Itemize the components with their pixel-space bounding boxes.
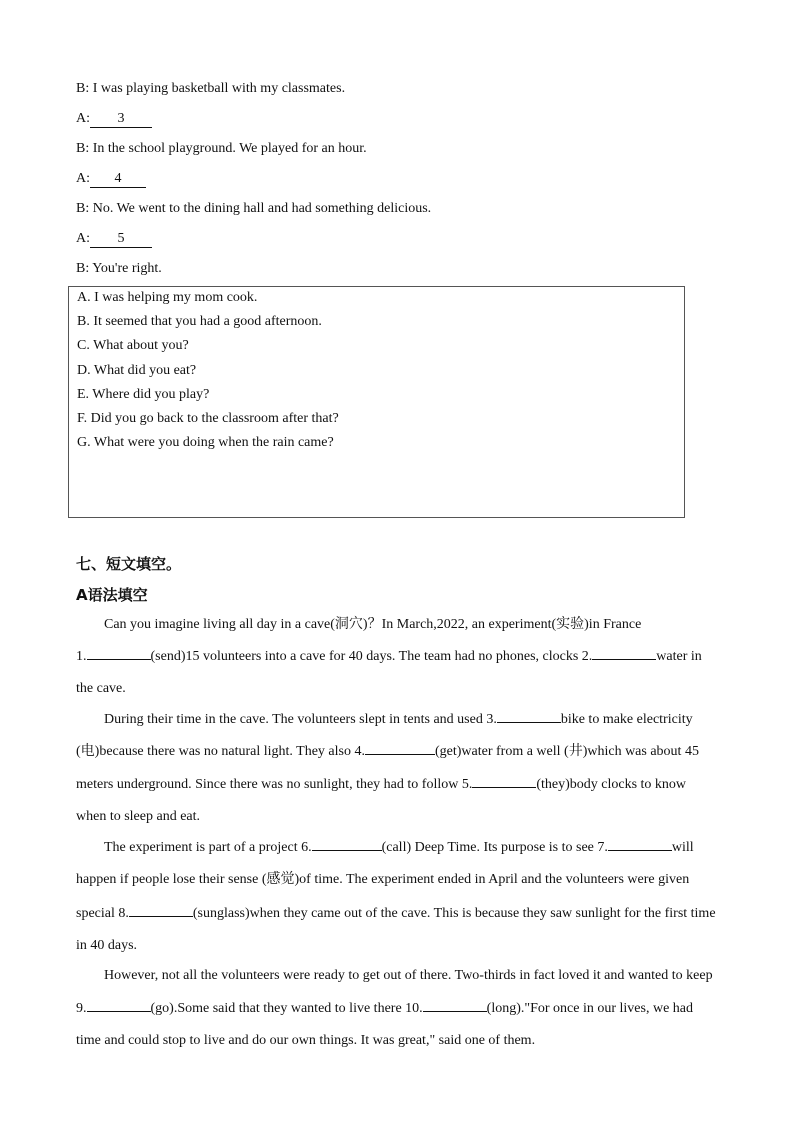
- options-box: [68, 286, 685, 518]
- speaker-label: A:: [76, 111, 90, 126]
- answer-blank-5[interactable]: 5: [90, 231, 152, 248]
- option-b: B. It seemed that you had a good afternoon.: [77, 314, 322, 329]
- passage-line: The experiment is part of a project 6. (call) Deep Time. Its purpose is to see 7. will: [104, 840, 694, 855]
- section-title: 七、短文填空。: [76, 555, 182, 573]
- passage-line: the cave.: [76, 681, 126, 696]
- speaker-label: A:: [76, 231, 90, 246]
- passage-line: During their time in the cave. The volunteers slept in tents and used 3. bike to make electricity: [104, 712, 693, 727]
- dialogue-line-a3: [76, 110, 152, 128]
- passage-line: time and could stop to live and do our own things. It was great," said one of them.: [76, 1033, 536, 1048]
- fill-blank-3[interactable]: [497, 710, 561, 723]
- dialogue-line-a5: [76, 230, 152, 248]
- option-d: D. What did you eat?: [77, 363, 197, 378]
- fill-blank-5[interactable]: [472, 775, 536, 788]
- option-g: G. What were you doing when the rain came?: [77, 435, 334, 450]
- dialogue-line-b2: [76, 140, 367, 158]
- fill-blank-8[interactable]: [129, 904, 193, 917]
- fill-blank-4[interactable]: [365, 742, 435, 755]
- fill-blank-7[interactable]: [608, 838, 672, 851]
- passage-line: (电)because there was no natural light. They also 4. (get)water from a well (井)which was about 45: [76, 744, 699, 759]
- passage-line: when to sleep and eat.: [76, 809, 201, 824]
- dialogue-line-b3: [76, 200, 431, 218]
- passage-line: 1. (send)15 volunteers into a cave for 40 days. The team had no phones, clocks 2. water in: [76, 649, 702, 664]
- speaker-label: B:: [76, 81, 90, 96]
- fill-blank-2[interactable]: [592, 647, 656, 660]
- option-f: F. Did you go back to the classroom after that?: [77, 411, 339, 426]
- option-e: E. Where did you play?: [77, 387, 210, 402]
- fill-blank-1[interactable]: [87, 647, 151, 660]
- passage-line: meters underground. Since there was no sunlight, they had to follow 5. (they)body clocks to know: [76, 777, 687, 792]
- speaker-label: B:: [76, 201, 90, 216]
- dialogue-line-b4: [76, 260, 162, 278]
- dialogue-line-a4: [76, 170, 146, 188]
- dialogue-text: No. We went to the dining hall and had something delicious.: [89, 201, 432, 216]
- speaker-label: A:: [76, 171, 90, 186]
- dialogue-text: I was playing basketball with my classmates.: [89, 81, 346, 96]
- passage-line: However, not all the volunteers were ready to get out of there. Two-thirds in fact loved it and wanted to keep: [104, 968, 713, 983]
- option-a: A. I was helping my mom cook.: [77, 290, 258, 305]
- passage-line: Can you imagine living all day in a cave(洞穴)？In March,2022, an experiment(实验)in France: [104, 617, 642, 632]
- passage-line: in 40 days.: [76, 938, 138, 953]
- passage-line: special 8. (sunglass)when they came out of the cave. This is because they saw sunlight for the first time: [76, 906, 716, 921]
- subsection-title: A语法填空: [76, 586, 148, 604]
- dialogue-text: You're right.: [89, 261, 162, 276]
- passage-line: 9. (go).Some said that they wanted to live there 10. (long)."For once in our lives, we had: [76, 1001, 693, 1016]
- dialogue-text: In the school playground. We played for an hour.: [89, 141, 367, 156]
- fill-blank-10[interactable]: [423, 999, 487, 1012]
- fill-blank-9[interactable]: [87, 999, 151, 1012]
- answer-blank-3[interactable]: 3: [90, 111, 152, 128]
- answer-blank-4[interactable]: 4: [90, 171, 146, 188]
- option-c: C. What about you?: [77, 338, 189, 353]
- speaker-label: B:: [76, 141, 90, 156]
- dialogue-line-b1: [76, 80, 345, 98]
- passage-line: happen if people lose their sense (感觉)of time. The experiment ended in April and the volunteers were given: [76, 872, 690, 887]
- fill-blank-6[interactable]: [312, 838, 382, 851]
- speaker-label: B:: [76, 261, 90, 276]
